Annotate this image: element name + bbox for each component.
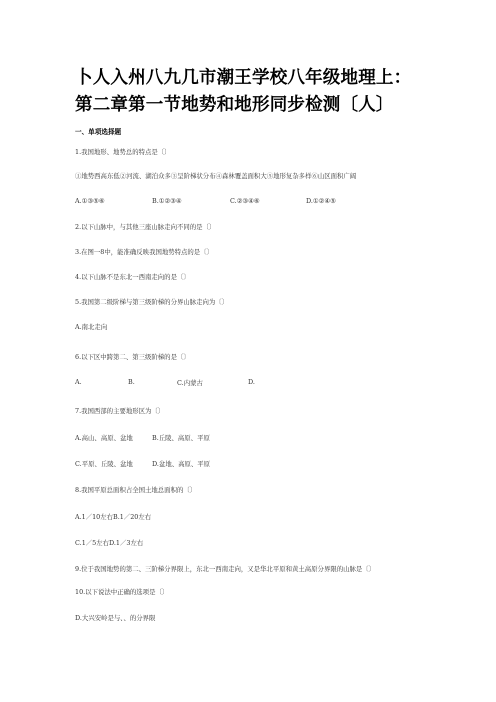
- option-d: D.盆地、高原、平原: [152, 460, 211, 468]
- question-6-stem: 6.以下区中跨第二、第三级阶梯的是〔〕: [75, 353, 190, 361]
- question-5-stem: 5.我国第二级阶梯与第三级阶梯的分界山脉走向为〔〕: [75, 298, 229, 306]
- question-8-options-row-2: C.1／5左右D.1／3左右: [75, 539, 144, 547]
- option-a: A.: [75, 378, 82, 386]
- option-d: D.: [248, 378, 255, 386]
- question-8-stem: 8.我国平原总面积占全国土地总面积的〔〕: [75, 486, 197, 494]
- option-b: B.①②③④: [152, 197, 182, 205]
- question-8-options-row-1: A.1／10左右B.1／20左右: [75, 513, 152, 521]
- document-title-line-1: 卜人入州八九几市潮王学校八年级地理上：: [75, 68, 412, 88]
- option-c: C.内蒙古: [177, 379, 203, 387]
- option-c: C.②③④⑥: [230, 197, 260, 205]
- question-2-stem: 2.以下山脉中，与其他三座山脉走向不同的是〔〕: [75, 223, 216, 231]
- option-a: A.①③⑤⑥: [75, 197, 105, 205]
- option-d: D.①②④⑤: [306, 197, 336, 205]
- section-heading: 一、单项选择题: [75, 128, 122, 136]
- option-c: C.平原、丘陵、盆地: [75, 460, 133, 468]
- question-7-stem: 7.我国西部的主要地形区为〔〕: [75, 407, 165, 415]
- question-1-stem: 1.我国地形、地势总的特点是〔〕: [75, 148, 171, 156]
- question-1-features: ①地势西高东低②河流、湖泊众多③呈阶梯状分布④森林覆盖面积大⑤地形复杂多样⑥山区面积广阔: [75, 172, 357, 180]
- document-title-line-2: 第二章第一节地势和地形同步检测〔人〕: [75, 95, 394, 115]
- question-9-stem: 9.位于我国地势的第二、三阶梯分界限上，东北一西南走向，又是华北平原和黄土高原分界限的山脉是〔〕: [75, 565, 376, 573]
- option-b: B.丘陵、高原、平原: [152, 434, 210, 442]
- question-10-answer: D.大兴安岭是与、、的分界限: [75, 614, 156, 622]
- question-5-answer: A.南北走向: [75, 323, 108, 331]
- option-a: A.高山、高原、盆地: [75, 434, 133, 442]
- question-4-stem: 4.以下山脉不是东北一西南走向的是〔〕: [75, 273, 190, 281]
- question-3-stem: 3.在图一8中，能准确反映我国地势特点的是〔〕: [75, 248, 213, 256]
- question-10-stem: 10.以下说法中正确的选项是〔〕: [75, 588, 169, 596]
- option-b: B.: [128, 378, 135, 386]
